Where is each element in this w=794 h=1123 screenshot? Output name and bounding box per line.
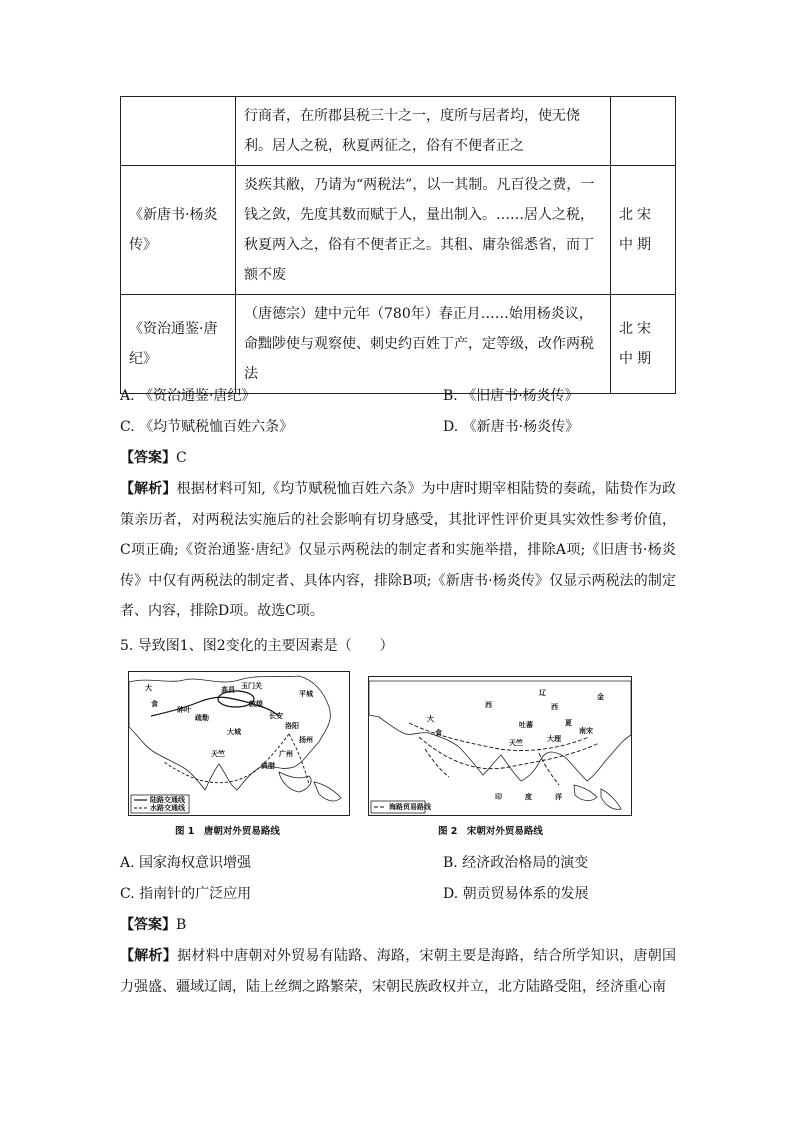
map-label-dacheng: 大城 — [227, 728, 241, 736]
table-row — [121, 295, 676, 394]
map-label-yin: 印 — [495, 793, 502, 801]
map-label-jin: 金 — [597, 693, 604, 701]
figure-2-caption: 图 2 宋朝对外贸易路线 — [438, 826, 543, 837]
q5-analysis — [120, 941, 676, 1002]
legend-land-route: 陆路交通线 — [150, 796, 185, 804]
map-label-tianzhu: 天竺 — [211, 750, 225, 758]
era-cell — [611, 97, 676, 166]
map-label-luoyang: 洛阳 — [285, 722, 299, 730]
table-row — [121, 166, 676, 295]
song-trade-route-map — [368, 676, 632, 816]
source-table — [120, 96, 676, 394]
map-label-pingcheng: 平城 — [299, 690, 313, 698]
map-label-guangzhou: 广州 — [279, 750, 293, 758]
map-label-da: 大 — [145, 684, 152, 692]
map-label-da: 大 — [427, 715, 434, 723]
source-cell — [121, 97, 236, 166]
q4-option-d: D. 《新唐书·杨炎传》 — [443, 419, 580, 435]
q4-answer — [120, 448, 187, 468]
content-cell: 炎疾其敝，乃请为“两税法”，以一其制。凡百役之费，一钱之敛，先度其数而赋于人，量出制入。……居人之税，秋夏两入之，俗有不便者正之。其租、庸杂徭悉省，而丁额不废 — [236, 166, 611, 295]
legend-sea-route: 水路交通线 — [150, 804, 185, 812]
map-label-xia: 夏 — [565, 719, 572, 727]
map-label-xi: 西 — [485, 701, 492, 709]
map-label-yang: 洋 — [555, 793, 562, 801]
map-label-liao: 辽 — [539, 689, 546, 697]
q5-answer — [120, 915, 186, 935]
table-row — [121, 97, 676, 166]
figure-1-caption: 图 1 唐朝对外贸易路线 — [175, 826, 280, 837]
answer-value: C — [176, 450, 187, 466]
map-label-dunhuang: 敦煌 — [249, 700, 263, 708]
map-label-shule: 疏勒 — [195, 714, 209, 722]
analysis-text: 据材料中唐朝对外贸易有陆路、海路，宋朝主要是海路，结合所学知识，唐朝国力强盛、疆域辽阔，陆上丝绸之路繁荣，宋朝民族政权并立，北方陆路受阻，经济重心南 — [120, 948, 677, 995]
tang-trade-route-map — [128, 671, 350, 816]
map-label-nansong: 南宋 — [579, 727, 593, 735]
q5-option-d: D. 朝贡贸易体系的发展 — [443, 886, 589, 902]
map-label-shi: 食 — [151, 700, 158, 708]
q4-option-b: B. 《旧唐书·杨炎传》 — [443, 388, 579, 404]
source-cell: 《新唐书·杨炎传》 — [121, 166, 236, 295]
answer-label: 【答案】 — [120, 450, 176, 466]
q4-option-a: A. 《资治通鉴·唐纪》 — [120, 388, 256, 404]
q5-stem: 5. 导致图1、图2变化的主要因素是（ ） — [120, 638, 394, 654]
map-label-yangzhou: 扬州 — [299, 736, 313, 744]
q5-option-a: A. 国家海权意识增强 — [120, 855, 252, 871]
q4-option-c: C. 《均节赋税恤百姓六条》 — [120, 419, 294, 435]
legend-sea-trade-route: 海路贸易路线 — [389, 803, 431, 811]
answer-value: B — [176, 917, 187, 933]
map-label-zhenla: 真腊 — [261, 762, 275, 770]
map-label-changan: 长安 — [269, 712, 283, 720]
map-label-yumenguan: 玉门关 — [241, 682, 262, 690]
q5-option-b: B. 经济政治格局的演变 — [443, 855, 589, 871]
map-label-dali: 大理 — [547, 735, 561, 743]
analysis-label: 【解析】 — [120, 948, 178, 964]
era-cell: 北宋中期 — [611, 166, 676, 295]
source-cell: 《资治通鉴·唐纪》 — [121, 295, 236, 394]
content-cell: 行商者，在所郡县税三十之一，度所与居者均，使无侥利。居人之税，秋夏两征之，俗有不便者正之 — [236, 97, 611, 166]
q4-analysis — [120, 474, 676, 627]
map-label-shi: 食 — [435, 729, 442, 737]
analysis-label: 【解析】 — [120, 481, 177, 497]
map-label-xi2: 西 — [551, 703, 558, 711]
content-cell: （唐德宗）建中元年（780年）春正月……始用杨炎议，命黜陟使与观察使、刺史约百姓丁产，定等级，改作两税法 — [236, 295, 611, 394]
map-label-suiye: 碎叶 — [177, 706, 191, 714]
q5-option-c: C. 指南针的广泛应用 — [120, 886, 252, 902]
analysis-text: 根据材料可知,《均节赋税恤百姓六条》为中唐时期宰相陆贽的奏疏，陆贽作为政策亲历者，对两税法实施后的社会影响有切身感受，其批评性评价更具实效性参考价值，C项正确;《资治通鉴·唐纪》仅显示两税法的制定者和实施举措，排除A项;《旧唐书·杨炎传》中仅有两税法的制定者、具体内容，排除B项;《新唐书·杨炎传》仅显示两税法的制定者、内容，排除D项。故选C项。 — [120, 481, 677, 619]
map-label-tubo: 吐蕃 — [519, 721, 533, 729]
map-label-gaochang: 高昌 — [221, 686, 235, 694]
map-label-du: 度 — [525, 793, 532, 801]
map-label-tianzhu: 天竺 — [509, 739, 523, 747]
era-cell: 北宋中期 — [611, 295, 676, 394]
answer-label: 【答案】 — [120, 917, 176, 933]
